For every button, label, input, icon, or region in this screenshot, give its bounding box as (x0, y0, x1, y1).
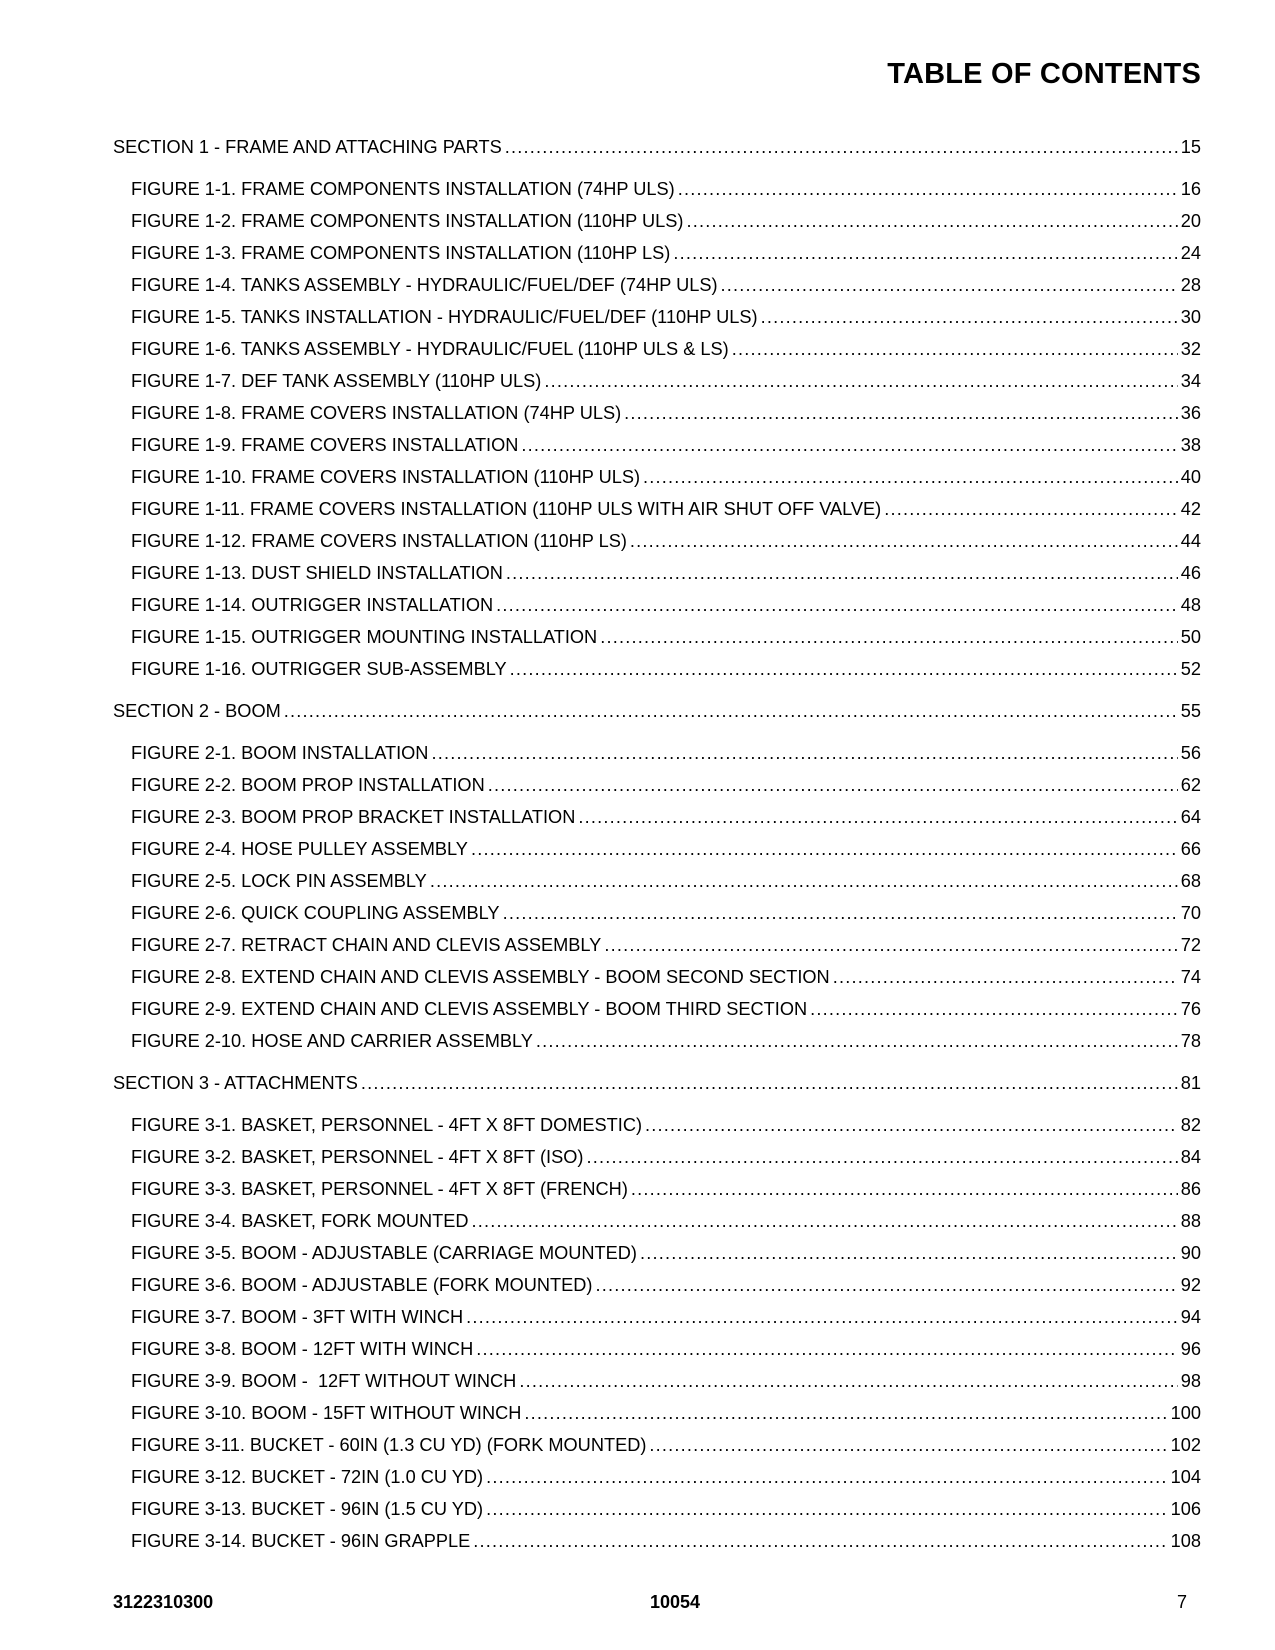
toc-page-number: 32 (1180, 339, 1201, 359)
toc-figure-2-9[interactable] (113, 993, 1201, 1025)
toc-page-number: 94 (1180, 1307, 1201, 1327)
dot-leader (833, 961, 1178, 993)
toc-page-number: 38 (1180, 435, 1201, 455)
toc-figure-1-4[interactable] (113, 269, 1201, 301)
toc-figure-2-4[interactable] (113, 833, 1201, 865)
toc-page-number: 68 (1180, 871, 1201, 891)
toc-page-number: 62 (1180, 775, 1201, 795)
toc-figure-label: FIGURE 3-2. BASKET, PERSONNEL - 4FT X 8FT (ISO) (131, 1147, 584, 1167)
toc-figure-label: FIGURE 1-2. FRAME COMPONENTS INSTALLATION (110HP ULS) (131, 211, 684, 231)
toc-page-number: 78 (1180, 1031, 1201, 1051)
toc-page-number: 40 (1180, 467, 1201, 487)
toc-page-number: 42 (1180, 499, 1201, 519)
toc-figure-label: FIGURE 1-11. FRAME COVERS INSTALLATION (110HP ULS WITH AIR SHUT OFF VALVE) (131, 499, 882, 519)
toc-figure-2-2[interactable] (113, 769, 1201, 801)
dot-leader (521, 429, 1177, 461)
toc-section-3[interactable] (113, 1067, 1201, 1099)
toc-figure-2-6[interactable] (113, 897, 1201, 929)
dot-leader (600, 621, 1178, 653)
dot-leader (488, 769, 1178, 801)
dot-leader (505, 131, 1178, 163)
toc-figure-label: FIGURE 1-6. TANKS ASSEMBLY - HYDRAULIC/FUEL (110HP ULS & LS) (131, 339, 729, 359)
toc-figure-label: FIGURE 1-4. TANKS ASSEMBLY - HYDRAULIC/FUEL/DEF (74HP ULS) (131, 275, 718, 295)
toc-figure-label: FIGURE 2-2. BOOM PROP INSTALLATION (131, 775, 485, 795)
toc-figure-label: FIGURE 3-3. BASKET, PERSONNEL - 4FT X 8FT (FRENCH) (131, 1179, 628, 1199)
toc-page-number: 56 (1180, 743, 1201, 763)
toc-page-number: 28 (1180, 275, 1201, 295)
dot-leader (361, 1067, 1178, 1099)
toc-figure-label: FIGURE 3-11. BUCKET - 60IN (1.3 CU YD) (FORK MOUNTED) (131, 1435, 647, 1455)
dot-leader (624, 397, 1178, 429)
toc-page-number: 76 (1180, 999, 1201, 1019)
dot-leader (732, 333, 1178, 365)
table-of-contents (113, 131, 1201, 1557)
toc-page-number: 44 (1180, 531, 1201, 551)
toc-section-label: SECTION 3 - ATTACHMENTS (113, 1073, 358, 1093)
toc-figure-1-9[interactable] (113, 429, 1201, 461)
toc-figure-label: FIGURE 3-4. BASKET, FORK MOUNTED (131, 1211, 469, 1231)
toc-page-number: 96 (1180, 1339, 1201, 1359)
toc-page-number: 106 (1170, 1499, 1201, 1519)
dot-leader (884, 493, 1178, 525)
dot-leader (476, 1333, 1178, 1365)
dot-leader (510, 653, 1178, 685)
toc-figure-label: FIGURE 1-5. TANKS INSTALLATION - HYDRAULIC/FUEL/DEF (110HP ULS) (131, 307, 758, 327)
toc-figure-label: FIGURE 1-13. DUST SHIELD INSTALLATION (131, 563, 503, 583)
toc-figure-3-11[interactable] (113, 1429, 1201, 1461)
toc-figure-2-3[interactable] (113, 801, 1201, 833)
toc-figure-1-8[interactable] (113, 397, 1201, 429)
dot-leader (631, 1173, 1178, 1205)
toc-figure-1-6[interactable] (113, 333, 1201, 365)
toc-page-number: 102 (1170, 1435, 1201, 1455)
dot-leader (586, 1141, 1177, 1173)
dot-leader (284, 695, 1178, 727)
toc-figure-3-13[interactable] (113, 1493, 1201, 1525)
toc-figure-3-3[interactable] (113, 1173, 1201, 1205)
dot-leader (471, 833, 1178, 865)
toc-figure-2-1[interactable] (113, 737, 1201, 769)
toc-figure-label: FIGURE 3-12. BUCKET - 72IN (1.0 CU YD) (131, 1467, 484, 1487)
toc-figure-label: FIGURE 2-7. RETRACT CHAIN AND CLEVIS ASSEMBLY (131, 935, 602, 955)
toc-figure-1-15[interactable] (113, 621, 1201, 653)
toc-figure-3-9[interactable] (113, 1365, 1201, 1397)
toc-figure-3-7[interactable] (113, 1301, 1201, 1333)
toc-figure-label: FIGURE 3-1. BASKET, PERSONNEL - 4FT X 8FT DOMESTIC) (131, 1115, 643, 1135)
toc-figure-label: FIGURE 3-6. BOOM - ADJUSTABLE (FORK MOUNTED) (131, 1275, 593, 1295)
dot-leader (686, 205, 1177, 237)
toc-figure-label: FIGURE 3-5. BOOM - ADJUSTABLE (CARRIAGE MOUNTED) (131, 1243, 637, 1263)
toc-figure-1-14[interactable] (113, 589, 1201, 621)
document-number: 3122310300 (113, 1592, 214, 1612)
toc-figure-1-11[interactable] (113, 493, 1201, 525)
dot-leader (519, 1365, 1177, 1397)
dot-leader (721, 269, 1178, 301)
dot-leader (503, 897, 1178, 929)
toc-page-number: 24 (1180, 243, 1201, 263)
toc-page-number: 70 (1180, 903, 1201, 923)
toc-figure-3-2[interactable] (113, 1141, 1201, 1173)
toc-section-2[interactable] (113, 695, 1201, 727)
dot-leader (595, 1269, 1177, 1301)
toc-figure-label: FIGURE 3-14. BUCKET - 96IN GRAPPLE (131, 1531, 471, 1551)
toc-page-number: 81 (1180, 1073, 1201, 1093)
dot-leader (536, 1025, 1178, 1057)
page-title: TABLE OF CONTENTS (887, 58, 1201, 90)
toc-figure-label: FIGURE 1-10. FRAME COVERS INSTALLATION (110HP ULS) (131, 467, 641, 487)
toc-figure-label: FIGURE 2-3. BOOM PROP BRACKET INSTALLATION (131, 807, 576, 827)
toc-figure-3-14[interactable] (113, 1525, 1201, 1557)
dot-leader (761, 301, 1178, 333)
dot-leader (643, 461, 1178, 493)
toc-figure-label: FIGURE 1-7. DEF TANK ASSEMBLY (110HP ULS) (131, 371, 542, 391)
toc-page-number: 50 (1180, 627, 1201, 647)
dot-leader (604, 929, 1177, 961)
dot-leader (506, 557, 1178, 589)
toc-page-number: 72 (1180, 935, 1201, 955)
toc-page-number: 34 (1180, 371, 1201, 391)
toc-figure-3-1[interactable] (113, 1109, 1201, 1141)
dot-leader (431, 737, 1177, 769)
dot-leader (673, 237, 1177, 269)
dot-leader (524, 1397, 1167, 1429)
dot-leader (630, 525, 1178, 557)
toc-figure-1-2[interactable] (113, 205, 1201, 237)
toc-figure-label: FIGURE 1-15. OUTRIGGER MOUNTING INSTALLATION (131, 627, 598, 647)
toc-figure-3-8[interactable] (113, 1333, 1201, 1365)
toc-figure-1-1[interactable] (113, 173, 1201, 205)
toc-section-label: SECTION 1 - FRAME AND ATTACHING PARTS (113, 137, 502, 157)
toc-page-number: 36 (1180, 403, 1201, 423)
toc-figure-label: FIGURE 1-12. FRAME COVERS INSTALLATION (110HP LS) (131, 531, 627, 551)
toc-figure-label: FIGURE 3-9. BOOM - 12FT WITHOUT WINCH (131, 1371, 517, 1391)
toc-figure-label: FIGURE 1-9. FRAME COVERS INSTALLATION (131, 435, 519, 455)
dot-leader (578, 801, 1177, 833)
toc-figure-label: FIGURE 1-1. FRAME COMPONENTS INSTALLATION (74HP ULS) (131, 179, 675, 199)
toc-page-number: 46 (1180, 563, 1201, 583)
toc-figure-1-12[interactable] (113, 525, 1201, 557)
toc-figure-label: FIGURE 2-6. QUICK COUPLING ASSEMBLY (131, 903, 500, 923)
toc-page-number: 15 (1180, 137, 1201, 157)
toc-figure-label: FIGURE 2-10. HOSE AND CARRIER ASSEMBLY (131, 1031, 533, 1051)
toc-page-number: 82 (1180, 1115, 1201, 1135)
toc-figure-2-7[interactable] (113, 929, 1201, 961)
toc-page-number: 16 (1180, 179, 1201, 199)
toc-figure-3-12[interactable] (113, 1461, 1201, 1493)
toc-page-number: 52 (1180, 659, 1201, 679)
toc-page-number: 66 (1180, 839, 1201, 859)
toc-page-number: 108 (1170, 1531, 1201, 1551)
dot-leader (810, 993, 1178, 1025)
toc-figure-1-5[interactable] (113, 301, 1201, 333)
toc-figure-1-13[interactable] (113, 557, 1201, 589)
toc-page-number: 100 (1170, 1403, 1201, 1423)
dot-leader (645, 1109, 1178, 1141)
toc-page-number: 30 (1180, 307, 1201, 327)
toc-page-number: 20 (1180, 211, 1201, 231)
toc-section-1[interactable] (113, 131, 1201, 163)
toc-figure-label: FIGURE 3-13. BUCKET - 96IN (1.5 CU YD) (131, 1499, 484, 1519)
toc-figure-1-7[interactable] (113, 365, 1201, 397)
toc-figure-1-10[interactable] (113, 461, 1201, 493)
toc-page-number: 64 (1180, 807, 1201, 827)
toc-figure-label: FIGURE 2-5. LOCK PIN ASSEMBLY (131, 871, 427, 891)
toc-page-number: 88 (1180, 1211, 1201, 1231)
toc-figure-label: FIGURE 3-10. BOOM - 15FT WITHOUT WINCH (131, 1403, 522, 1423)
toc-page-number: 84 (1180, 1147, 1201, 1167)
dot-leader (496, 589, 1178, 621)
toc-figure-2-10[interactable] (113, 1025, 1201, 1057)
toc-figure-label: FIGURE 1-8. FRAME COVERS INSTALLATION (74HP ULS) (131, 403, 622, 423)
dot-leader (544, 365, 1177, 397)
dot-leader (486, 1461, 1168, 1493)
toc-figure-label: FIGURE 1-3. FRAME COMPONENTS INSTALLATION (110HP LS) (131, 243, 671, 263)
toc-page-number: 104 (1170, 1467, 1201, 1487)
toc-page-number: 86 (1180, 1179, 1201, 1199)
toc-page-number: 55 (1180, 701, 1201, 721)
toc-figure-label: FIGURE 3-8. BOOM - 12FT WITH WINCH (131, 1339, 474, 1359)
page-number: 7 (1176, 1592, 1187, 1612)
toc-page-number: 98 (1180, 1371, 1201, 1391)
dot-leader (640, 1237, 1178, 1269)
dot-leader (472, 1205, 1178, 1237)
toc-figure-label: FIGURE 2-8. EXTEND CHAIN AND CLEVIS ASSEMBLY - BOOM SECOND SECTION (131, 967, 830, 987)
dot-leader (649, 1429, 1167, 1461)
toc-figure-label: FIGURE 3-7. BOOM - 3FT WITH WINCH (131, 1307, 464, 1327)
toc-figure-1-16[interactable] (113, 653, 1201, 685)
toc-figure-label: FIGURE 2-9. EXTEND CHAIN AND CLEVIS ASSEMBLY - BOOM THIRD SECTION (131, 999, 808, 1019)
toc-page-number: 90 (1180, 1243, 1201, 1263)
toc-page-number: 74 (1180, 967, 1201, 987)
toc-figure-label: FIGURE 2-4. HOSE PULLEY ASSEMBLY (131, 839, 468, 859)
toc-figure-label: FIGURE 1-14. OUTRIGGER INSTALLATION (131, 595, 494, 615)
dot-leader (678, 173, 1178, 205)
toc-figure-3-6[interactable] (113, 1269, 1201, 1301)
dot-leader (473, 1525, 1167, 1557)
toc-figure-label: FIGURE 2-1. BOOM INSTALLATION (131, 743, 429, 763)
serial-number: 10054 (650, 1592, 701, 1612)
toc-figure-2-8[interactable] (113, 961, 1201, 993)
toc-figure-label: FIGURE 1-16. OUTRIGGER SUB-ASSEMBLY (131, 659, 507, 679)
dot-leader (486, 1493, 1168, 1525)
toc-figure-3-4[interactable] (113, 1205, 1201, 1237)
toc-figure-3-10[interactable] (113, 1397, 1201, 1429)
dot-leader (430, 865, 1178, 897)
dot-leader (466, 1301, 1178, 1333)
page-footer (113, 1592, 1201, 1616)
toc-figure-3-5[interactable] (113, 1237, 1201, 1269)
toc-figure-1-3[interactable] (113, 237, 1201, 269)
toc-figure-2-5[interactable] (113, 865, 1201, 897)
toc-page-number: 48 (1180, 595, 1201, 615)
toc-page-number: 92 (1180, 1275, 1201, 1295)
toc-section-label: SECTION 2 - BOOM (113, 701, 281, 721)
